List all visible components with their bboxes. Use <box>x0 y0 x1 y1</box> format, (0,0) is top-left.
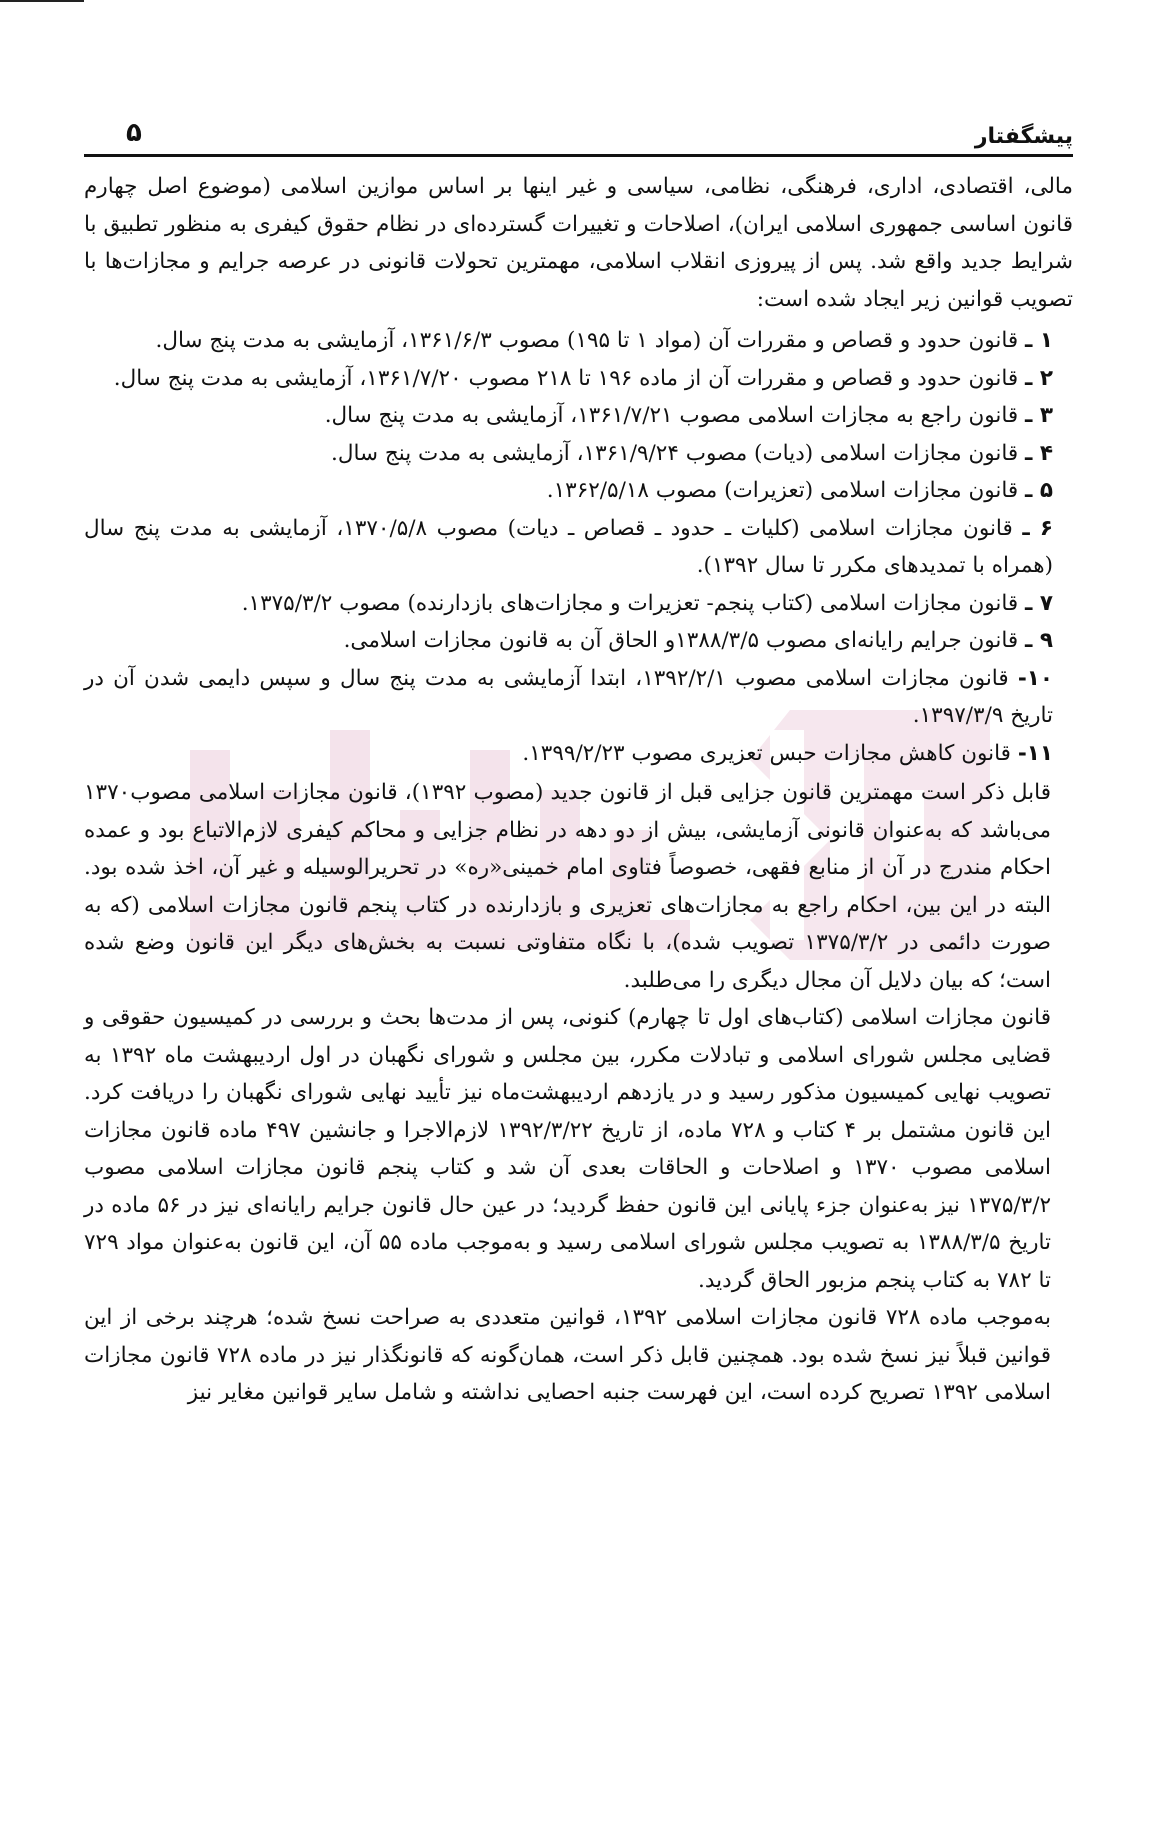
page-body <box>84 168 1073 1412</box>
list-item-text: قانون مجازات اسلامی (کتاب پنجم- تعزیرات و مجازات‌های بازدارنده) مصوب ۱۳۷۵/۳/۲. <box>241 590 1019 616</box>
list-item-number: ۱۱- <box>1017 740 1053 766</box>
page-number: ۵ <box>126 118 142 148</box>
list-item-number: ۳ ـ <box>1025 403 1053 428</box>
list-item-text: قانون مجازات اسلامی (تعزیرات) مصوب ۱۳۶۲/۵/۱۸. <box>546 478 1019 503</box>
body-paragraph: قابل ذکر است مهمترین قانون جزایی قبل از قانون جدید (مصوب ۱۳۹۲)، قانون مجازات اسلامی مصوب۱۳۷۰ می‌باشد که به‌عنوان قانونی آزمایشی، بیش از دو دهه در نظام جزایی و محاکم کیفری لازم‌الاتباع بود و عمده احکام مندرج در آن از منابع فقهی، خصوصاً فتاوی امام خمینی«ره» در تحریرالوسیله و غیر آن، اخذ شده بود. البته در این بین، احکام راجع به مجازات‌های تعزیری و بازدارنده در کتاب پنجم قانون مجازات اسلامی (که به صورت دائمی در ۱۳۷۵/۳/۲ تصویب شده)، با نگاه متفاوتی نسبت به بخش‌های دیگر این قانون وضع شده است؛ که بیان دلایل آن مجال دیگری را می‌طلبد. <box>84 780 1051 993</box>
list-item <box>84 435 1073 473</box>
intro-paragraph: مالی، اقتصادی، اداری، فرهنگی، نظامی، سیاسی و غیر اینها بر اساس موازین اسلامی (موضوع اصل چهارم قانون اساسی جمهوری اسلامی ایران)، اصلاحات و تغییرات گسترده‌ای در نظام حقوق کیفری به منظور تطبیق با شرایط جدید واقع شد. پس از پیروزی انقلاب اسلامی، مهمترین تحولات قانونی در عرصه جرایم و مجازات‌ها با تصویب قوانین زیر ایجاد شده است: <box>84 174 1073 312</box>
list-item <box>84 510 1073 585</box>
list-item <box>84 660 1073 735</box>
list-item-text: قانون کاهش مجازات حبس تعزیری مصوب ۱۳۹۹/۲/۲۳. <box>522 740 1011 766</box>
list-item <box>84 397 1073 435</box>
list-item-number: ۱ ـ <box>1025 328 1053 353</box>
list-item-number: ۱۰- <box>1017 665 1053 691</box>
list-item-number: ۶ ـ <box>1022 515 1054 541</box>
scan-edge-mark <box>0 0 84 2</box>
list-item <box>84 622 1073 660</box>
body-paragraph: قانون مجازات اسلامی (کتاب‌های اول تا چهارم) کنونی، پس از مدت‌ها بحث و بررسی در کمیسیون حقوقی و قضایی مجلس شورای اسلامی و تبادلات مکرر، بین مجلس و شورای نگهبان در اول اردیبهشت ماه ۱۳۹۲ به تصویب نهایی کمیسیون مذکور رسید و در یازدهم اردیبهشت‌ماه نیز تأیید نهایی شورای نگهبان را دریافت کرد. این قانون مشتمل بر ۴ کتاب و ۷۲۸ ماده، از تاریخ ۱۳۹۲/۳/۲۲ لازم‌الاجرا و جانشین ۴۹۷ ماده قانون مجازات اسلامی مصوب ۱۳۷۰ و اصلاحات و الحاقات بعدی آن شد و کتاب پنجم قانون مجازات اسلامی مصوب ۱۳۷۵/۳/۲ نیز به‌عنوان جزء پایانی این قانون حفظ گردید؛ در عین حال قانون جرایم رایانه‌ای نیز در ۵۶ ماده در تاریخ ۱۳۸۸/۳/۵ به تصویب مجلس شورای اسلامی رسید و به‌موجب ماده ۵۵ آن، این قانون به‌عنوان مواد ۷۲۹ تا ۷۸۲ به کتاب پنجم مزبور الحاق گردید. <box>84 1005 1051 1293</box>
list-item-text: قانون مجازات اسلامی مصوب ۱۳۹۲/۲/۱، ابتدا آزمایشی به مدت پنج سال و سپس دایمی شدن آن در تاریخ ۱۳۹۷/۳/۹. <box>84 665 1053 728</box>
list-item-number: ۴ ـ <box>1025 440 1053 466</box>
list-item-number: ۷ ـ <box>1025 590 1053 616</box>
page-header <box>84 118 1073 157</box>
list-item-text: قانون حدود و قصاص و مقررات آن از ماده ۱۹۶ تا ۲۱۸ مصوب ۱۳۶۱/۷/۲۰، آزمایشی به مدت پنج سال. <box>113 365 1019 391</box>
list-item-text: قانون مجازات اسلامی (دیات) مصوب ۱۳۶۱/۹/۲۴، آزمایشی به مدت پنج سال. <box>331 440 1019 466</box>
list-item-text: قانون راجع به مجازات اسلامی مصوب ۱۳۶۱/۷/۲۱، آزمایشی به مدت پنج سال. <box>324 403 1019 428</box>
list-item <box>84 322 1073 360</box>
list-item <box>84 360 1073 398</box>
list-item-text: قانون جرایم رایانه‌ای مصوب ۱۳۸۸/۳/۵و الحاق آن به قانون مجازات اسلامی. <box>343 628 1019 653</box>
list-item <box>84 735 1073 773</box>
body-paragraph: به‌موجب ماده ۷۲۸ قانون مجازات اسلامی ۱۳۹۲، قوانین متعددی به صراحت نسخ شده؛ هرچند برخی از این قوانین قبلاً نیز نسخ شده بود. همچنین قابل ذکر است، همان‌گونه که قانونگذار نیز در ماده ۷۲۸ قانون مجازات اسلامی ۱۳۹۲ تصریح کرده است، این فهرست جنبه احصایی نداشته و شامل سایر قوانین مغایر نیز <box>84 1305 1051 1405</box>
running-title: پیشگفتار <box>974 124 1073 149</box>
list-item-number: ۹ ـ <box>1025 628 1053 653</box>
list-item-text: قانون مجازات اسلامی (کلیات ـ حدود ـ قصاص ـ دیات) مصوب ۱۳۷۰/۵/۸، آزمایشی به مدت پنج سال (همراه با تمدیدهای مکرر تا سال ۱۳۹۲). <box>84 515 1053 578</box>
list-item <box>84 472 1073 510</box>
laws-list <box>84 322 1073 772</box>
list-item-text: قانون حدود و قصاص و مقررات آن (مواد ۱ تا ۱۹۵) مصوب ۱۳۶۱/۶/۳، آزمایشی به مدت پنج سال. <box>155 328 1019 353</box>
list-item <box>84 585 1073 623</box>
list-item-number: ۵ ـ <box>1025 478 1053 503</box>
list-item-number: ۲ ـ <box>1025 365 1053 391</box>
